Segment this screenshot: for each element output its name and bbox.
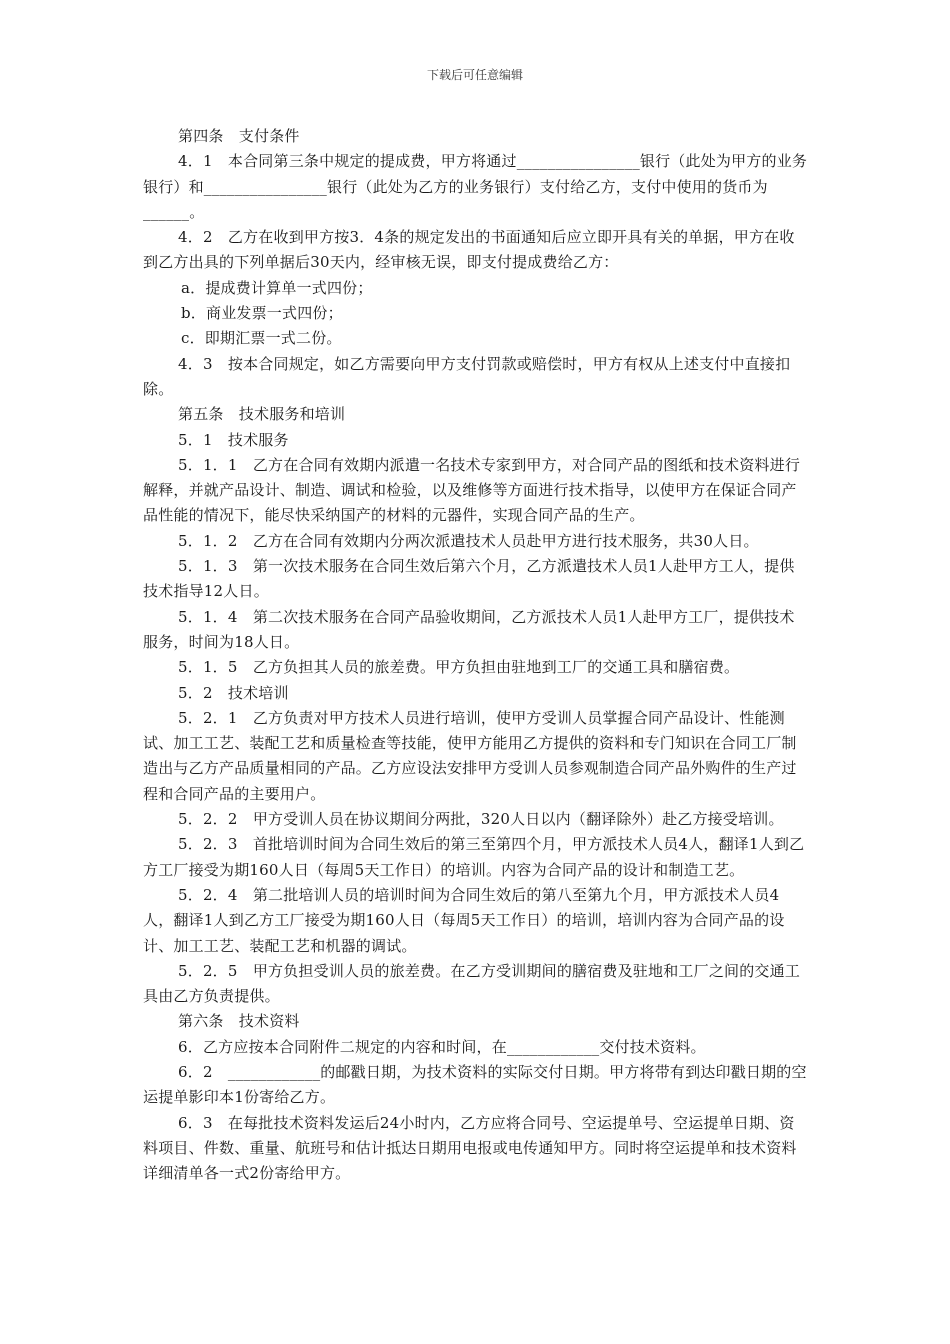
list-item: c．即期汇票一式二份。 bbox=[181, 329, 342, 348]
document-body bbox=[143, 124, 808, 1186]
section-heading: 5．1 技术服务 bbox=[178, 430, 289, 449]
clause-paragraph: 4．2 乙方在收到甲方按3．4条的规定发出的书面通知后应立即开具有关的单据，甲方在收到乙方出具的下列单据后30天内，经审核无误，即支付提成费给乙方： bbox=[143, 228, 795, 272]
clause-paragraph: 5．2．2 甲方受训人员在协议期间分两批，320人日以内（翻译除外）赴乙方接受培训。 bbox=[178, 810, 784, 829]
article-heading: 第六条 技术资料 bbox=[178, 1012, 300, 1031]
article-heading: 第五条 技术服务和培训 bbox=[178, 405, 346, 424]
clause-paragraph: 6．3 在每批技术资料发运后24小时内，乙方应将合同号、空运提单号、空运提单日期、资料项目、件数、重量、航班号和估计抵达日期用电报或电传通知甲方。同时将空运提单和技术资料详细清单各一式2份寄给甲方。 bbox=[143, 1113, 797, 1183]
section-heading: 5．2 技术培训 bbox=[178, 683, 289, 702]
clause-paragraph: 5．1．5 乙方负担其人员的旅差费。甲方负担由驻地到工厂的交通工具和膳宿费。 bbox=[178, 658, 740, 677]
clause-paragraph: 5．1．4 第二次技术服务在合同产品验收期间，乙方派技术人员1人赴甲方工厂，提供技术服务，时间为18人日。 bbox=[143, 607, 795, 651]
list-item: a．提成费计算单一式四份； bbox=[181, 278, 373, 297]
list-item: b．商业发票一式四份； bbox=[181, 304, 343, 323]
article-heading: 第四条 支付条件 bbox=[178, 127, 300, 145]
clause-paragraph: 5．2．5 甲方负担受训人员的旅差费。在乙方受训期间的膳宿费及驻地和工厂之间的交通工具由乙方负责提供。 bbox=[143, 961, 801, 1006]
clause-paragraph: 4．1 本合同第三条中规定的提成费，甲方将通过________________银行（此处为甲方的业务银行）和________________银行（此处为乙方的业务银行）支付给乙方，支付中使用的货币为______。 bbox=[143, 152, 808, 221]
clause-paragraph: 5．1．2 乙方在合同有效期内分两次派遣技术人员赴甲方进行技术服务，共30人日。 bbox=[178, 531, 759, 550]
clause-paragraph: 5．2．4 第二批培训人员的培训时间为合同生效后的第八至第九个月，甲方派技术人员4人，翻译1人到乙方工厂接受为期160人日（每周5天工作日）的培训，培训内容为合同产品的设计、加工工艺、装配工艺和机器的调试。 bbox=[143, 885, 785, 955]
clause-paragraph: 6．乙方应按本合同附件二规定的内容和时间，在____________交付技术资料。 bbox=[178, 1037, 706, 1056]
page-header: 下载后可任意编辑 bbox=[426, 68, 523, 82]
clause-paragraph: 5．1．3 第一次技术服务在合同生效后第六个月，乙方派遣技术人员1人赴甲方工人，提供技术指导12人日。 bbox=[143, 557, 795, 601]
clause-paragraph: 5．2．3 首批培训时间为合同生效后的第三至第四个月，甲方派技术人员4人，翻译1人到乙方工厂接受为期160人日（每周5天工作日）的培训。内容为合同产品的设计和制造工艺。 bbox=[143, 835, 805, 879]
clause-paragraph: 5．1．1 乙方在合同有效期内派遣一名技术专家到甲方，对合同产品的图纸和技术资料进行解释，并就产品设计、制造、调试和检验，以及维修等方面进行技术指导，以使甲方在保证合同产品性能的情况下，能尽快采纳国产的材料的元器件，实现合同产品的生产。 bbox=[143, 455, 801, 525]
clause-paragraph: 4．3 按本合同规定，如乙方需要向甲方支付罚款或赔偿时，甲方有权从上述支付中直接扣除。 bbox=[143, 354, 791, 398]
clause-paragraph: 6．2 ____________的邮戳日期，为技术资料的实际交付日期。甲方将带有到达印戳日期的空运提单影印本1份寄给乙方。 bbox=[143, 1062, 807, 1107]
clause-paragraph: 5．2．1 乙方负责对甲方技术人员进行培训，使甲方受训人员掌握合同产品设计、性能测试、加工工艺、装配工艺和质量检查等技能，使甲方能用乙方提供的资料和专门知识在合同工厂制造出与乙方产品质量相同的产品。乙方应设法安排甲方受训人员参观制造合同产品外购件的生产过程和合同产品的主要用户。 bbox=[143, 708, 797, 803]
